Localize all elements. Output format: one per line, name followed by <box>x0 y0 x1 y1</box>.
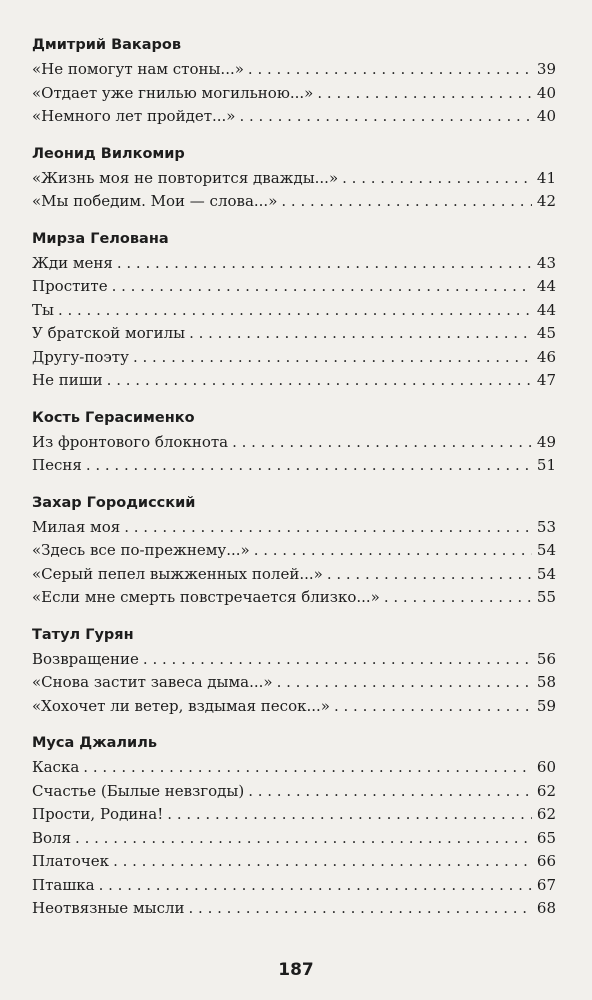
toc-section <box>32 143 556 214</box>
toc-entry <box>32 252 556 276</box>
entry-title: Ты <box>32 300 54 319</box>
page-number: 187 <box>278 960 314 980</box>
dot-leader <box>189 322 532 346</box>
table-of-contents <box>32 34 556 935</box>
entry-title: «Здесь все по-прежнему...» <box>32 541 250 559</box>
author-heading: Дмитрий Вакаров <box>32 37 182 53</box>
entry-page-number: 44 <box>536 300 556 319</box>
entry-title: Пташка <box>32 875 95 894</box>
entry-page-number: 40 <box>536 83 556 102</box>
author-heading: Мирза Гелована <box>32 230 169 247</box>
entry-page-number: 39 <box>536 60 556 78</box>
author-heading: Татул Гурян <box>32 626 134 643</box>
toc-entry <box>32 539 556 563</box>
toc-entry <box>32 671 556 695</box>
author-heading: Кость Герасименко <box>32 409 195 426</box>
toc-entry <box>32 516 556 540</box>
toc-section <box>32 407 556 478</box>
dot-leader <box>58 299 532 323</box>
entry-page-number: 42 <box>536 192 556 210</box>
entry-title: Милая моя <box>32 517 121 536</box>
toc-section <box>32 228 556 393</box>
toc-entry <box>32 586 556 610</box>
dot-leader <box>112 275 532 299</box>
toc-entry <box>32 648 556 672</box>
entry-title: Прости, Родина! <box>32 805 164 823</box>
entry-title: Платочек <box>32 852 110 870</box>
entry-title: Счастье (Былые невзгоды) <box>32 781 245 800</box>
entry-title: Другу-поэту <box>32 347 129 366</box>
entry-title: Простите <box>32 277 108 295</box>
entry-title: «Серый пепел выжженных полей...» <box>32 564 323 583</box>
entry-page-number: 65 <box>536 828 556 847</box>
entry-page-number: 60 <box>536 758 556 776</box>
toc-entry <box>32 780 556 804</box>
toc-entry <box>32 897 556 921</box>
entry-title: Возвращение <box>32 649 139 668</box>
entry-title: Песня <box>32 456 82 474</box>
entry-page-number: 54 <box>536 541 556 559</box>
dot-leader <box>113 850 532 874</box>
entry-title: Воля <box>32 828 72 847</box>
entry-title: «Хохочет ли ветер, вздымая песок...» <box>32 696 330 715</box>
toc-entry <box>32 346 556 370</box>
entry-page-number: 43 <box>536 253 556 272</box>
dot-leader <box>117 252 532 276</box>
dot-leader <box>75 827 532 851</box>
entry-page-number: 40 <box>536 107 556 125</box>
entry-page-number: 41 <box>536 168 556 187</box>
entry-title: «Снова застит завеса дыма...» <box>32 673 273 691</box>
entry-title: Не пиши <box>32 371 103 389</box>
toc-entry <box>32 58 556 82</box>
dot-leader <box>239 105 532 129</box>
toc-entry <box>32 275 556 299</box>
dot-leader <box>384 586 532 610</box>
toc-entry <box>32 874 556 898</box>
entry-page-number: 58 <box>536 673 556 691</box>
entry-title: «Жизнь моя не повторится дважды...» <box>32 168 339 187</box>
toc-entry <box>32 695 556 719</box>
dot-leader <box>167 803 532 827</box>
entry-title: Неотвязные мысли <box>32 899 185 917</box>
entry-title: Из фронтового блокнота <box>32 432 229 451</box>
entry-page-number: 67 <box>536 875 556 894</box>
toc-entry <box>32 827 556 851</box>
toc-entry <box>32 803 556 827</box>
dot-leader <box>317 82 532 106</box>
dot-leader <box>143 648 532 672</box>
toc-section <box>32 492 556 610</box>
toc-entry <box>32 850 556 874</box>
toc-entry <box>32 322 556 346</box>
dot-leader <box>281 190 532 214</box>
entry-title: «Мы победим. Мои — слова...» <box>32 192 278 210</box>
dot-leader <box>327 563 532 587</box>
dot-leader <box>342 167 532 191</box>
toc-entry <box>32 431 556 455</box>
entry-title: Жди меня <box>32 253 113 272</box>
toc-entry <box>32 190 556 214</box>
entry-title: Каска <box>32 758 80 776</box>
dot-leader <box>248 780 532 804</box>
toc-section <box>32 34 556 129</box>
toc-entry <box>32 563 556 587</box>
entry-page-number: 47 <box>536 371 556 389</box>
dot-leader <box>334 695 532 719</box>
entry-page-number: 59 <box>536 696 556 715</box>
dot-leader <box>83 756 532 780</box>
dot-leader <box>124 516 532 540</box>
entry-title: «Если мне смерть повстречается близко...» <box>32 588 380 606</box>
toc-entry <box>32 82 556 106</box>
entry-title: У братской могилы <box>32 324 186 342</box>
toc-entry <box>32 454 556 478</box>
dot-leader <box>86 454 532 478</box>
dot-leader <box>232 431 532 455</box>
entry-page-number: 45 <box>536 324 556 342</box>
entry-page-number: 54 <box>536 564 556 583</box>
entry-page-number: 55 <box>536 588 556 606</box>
entry-page-number: 51 <box>536 456 556 474</box>
dot-leader <box>133 346 532 370</box>
entry-page-number: 62 <box>536 781 556 800</box>
toc-entry <box>32 299 556 323</box>
entry-page-number: 49 <box>536 432 556 451</box>
entry-title: «Отдает уже гнилью могильною...» <box>32 83 314 102</box>
entry-title: «Не помогут нам стоны...» <box>32 60 244 78</box>
dot-leader <box>107 369 532 393</box>
toc-entry <box>32 369 556 393</box>
entry-page-number: 68 <box>536 899 556 917</box>
author-heading: Леонид Вилкомир <box>32 145 185 162</box>
dot-leader <box>189 897 533 921</box>
toc-section <box>32 624 556 719</box>
entry-page-number: 62 <box>536 805 556 823</box>
toc-entry <box>32 105 556 129</box>
dot-leader <box>277 671 532 695</box>
entry-page-number: 53 <box>536 517 556 536</box>
dot-leader <box>248 58 532 82</box>
entry-page-number: 56 <box>536 649 556 668</box>
dot-leader <box>99 874 532 898</box>
entry-page-number: 44 <box>536 277 556 295</box>
toc-entry <box>32 167 556 191</box>
toc-section <box>32 732 556 921</box>
toc-entry <box>32 756 556 780</box>
entry-title: «Немного лет пройдет...» <box>32 107 236 125</box>
author-heading: Захар Городисский <box>32 494 196 511</box>
author-heading: Муса Джалиль <box>32 735 158 751</box>
entry-page-number: 46 <box>536 347 556 366</box>
dot-leader <box>254 539 532 563</box>
entry-page-number: 66 <box>536 852 556 870</box>
